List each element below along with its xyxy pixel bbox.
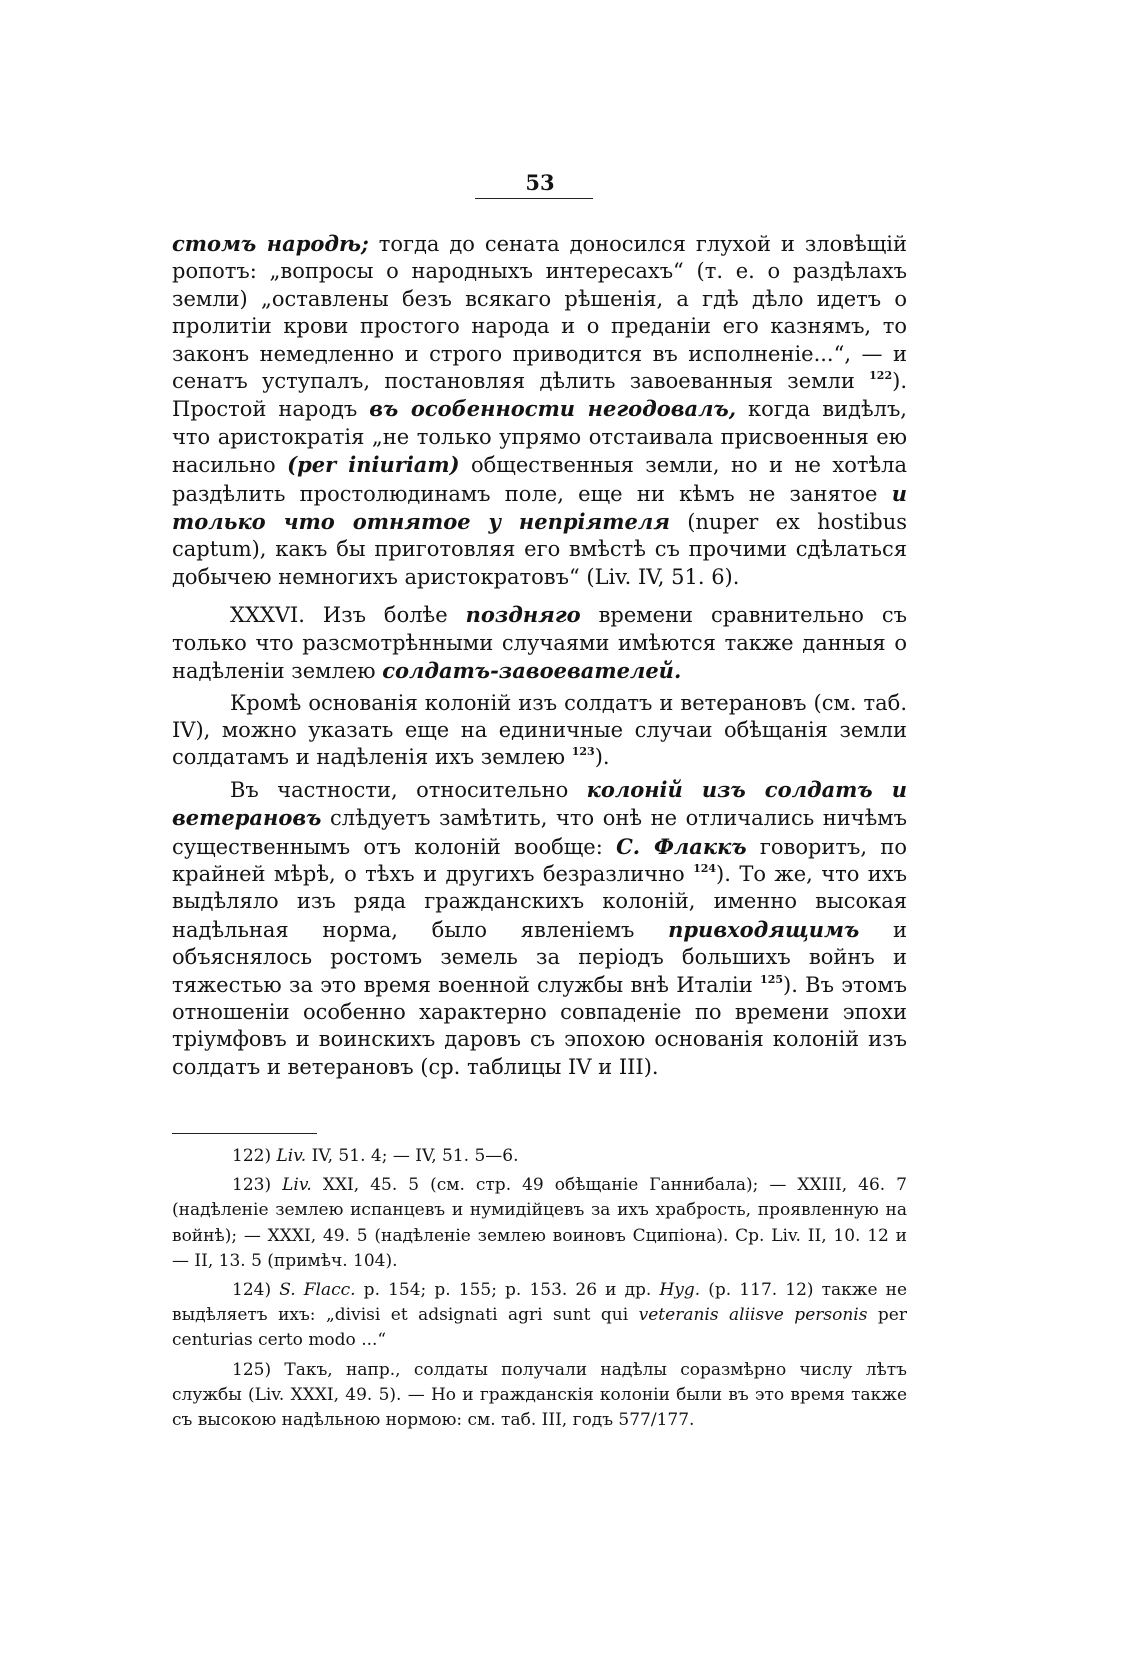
text-run: тогда до сената доносился глухой и зловѣщій ропотъ: „вопросы о народныхъ интересахъ“ (т. е. о раздѣлахъ земли) „оставлены безъ всякаго рѣшенія, а гдѣ дѣло идетъ о пролитіи крови простого народа и о преданіи его казнямъ, то законъ немедленно и строго приводится въ исполненіе...“, — и сенатъ уступалъ, постановляя дѣлить завоеванныя земли bbox=[172, 232, 907, 394]
footnote-ref: 122 bbox=[869, 369, 893, 383]
text-run: (p. 117. 12) также не выдѣляетъ ихъ: „divisi et adsignati agri sunt qui bbox=[172, 1280, 908, 1326]
footnote bbox=[172, 1278, 907, 1354]
text-run: Въ частности, относительно bbox=[230, 777, 587, 802]
italic-emphasis: Hyg. bbox=[659, 1280, 701, 1301]
italic-emphasis: поздняго bbox=[465, 602, 581, 628]
italic-emphasis: Liv. bbox=[282, 1175, 312, 1196]
italic-emphasis: (per iniuriam) bbox=[287, 452, 460, 478]
text-run: per centurias certo modo ...“ bbox=[172, 1305, 907, 1351]
text-run: (nuper ex hostibus captum), какъ бы приготовляя его вмѣстѣ съ прочими сдѣлаться добычею немногихъ аристократовъ“ (Liv. IV, 51. 6). bbox=[172, 510, 908, 589]
footnote-ref: 123 bbox=[571, 745, 595, 759]
paragraph bbox=[172, 776, 907, 1081]
text-run: когда видѣлъ, что аристократія „не только упрямо отстаивала присвоенныя ею насильно bbox=[172, 397, 907, 478]
text-run: 122) bbox=[232, 1146, 277, 1166]
italic-emphasis: колоній изъ солдатъ и ветерановъ bbox=[172, 776, 907, 831]
italic-emphasis: въ особенности негодовалъ, bbox=[369, 396, 737, 422]
footnote bbox=[172, 1173, 907, 1274]
italic-emphasis: С. Флаккъ bbox=[616, 833, 747, 859]
text-run: XXXVI. Изъ болѣе bbox=[230, 603, 466, 628]
text-run: XXI, 45. 5 (см. стр. 49 обѣщаніе Ганнибала); — XXIII, 46. 7 (надѣленіе землею испанцевъ и нумидійцевъ за ихъ храбрость, проявленную на войнѣ); — XXXI, 49. 5 (надѣленіе землею воиновъ Сципіона). Ср. Liv. II, 10. 12 и — II, 13. 5 (примѣч. 104). bbox=[172, 1175, 908, 1271]
italic-emphasis: veteranis aliisve personis bbox=[638, 1305, 868, 1326]
footnote bbox=[172, 1144, 907, 1169]
italic-emphasis: солдатъ-завоевателей. bbox=[382, 658, 682, 684]
paragraph bbox=[172, 230, 907, 591]
paragraph bbox=[172, 601, 907, 685]
text-run: ). Въ этомъ отношеніи особенно характерно совпаденіе по времени эпохи тріумфовъ и воинскихъ даровъ съ эпохою основанія колоній изъ солдатъ и ветерановъ (ср. таблицы IV и III). bbox=[172, 972, 907, 1079]
text-run: и объяснялось ростомъ земель за періодъ большихъ войнъ и тяжестью за это время военной службы внѣ Италіи bbox=[172, 917, 907, 997]
page-number: 53 bbox=[525, 170, 555, 195]
text-run: слѣдуетъ замѣтить, что онѣ не отличались ничѣмъ существеннымъ отъ колоній вообще: bbox=[172, 806, 907, 859]
text-run: 123) bbox=[232, 1175, 283, 1196]
page-number-rule bbox=[475, 198, 593, 199]
text-run: ). Простой народъ bbox=[172, 369, 907, 422]
text-run: Кромѣ основанія колоній изъ солдатъ и ветерановъ (см. таб. IV), можно указать еще на единичные случаи обѣщанія земли солдатамъ и надѣленія ихъ землею bbox=[172, 690, 907, 770]
footnote bbox=[172, 1358, 907, 1434]
paragraph bbox=[172, 690, 907, 772]
italic-emphasis: и только что отнятое у непріятеля bbox=[172, 480, 907, 535]
text-run: ). То же, что ихъ выдѣляло изъ ряда гражданскихъ колоній, именно высокая надѣльная норма, было явленіемъ bbox=[172, 861, 907, 942]
text-run: говоритъ, по крайней мѣрѣ, о тѣхъ и другихъ безразлично bbox=[172, 834, 907, 886]
text-run: общественныя земли, но и не хотѣла раздѣлить простолюдинамъ поле, еще ни кѣмъ не занятое bbox=[172, 453, 907, 506]
footnote-separator bbox=[172, 1133, 317, 1134]
text-run: 124) bbox=[232, 1280, 280, 1301]
footnote-ref: 125 bbox=[760, 972, 784, 986]
body-text bbox=[172, 230, 907, 1081]
footnote-ref: 124 bbox=[693, 861, 717, 875]
text-run: времени сравнительно съ только что разсмотрѣнными случаями имѣются также данныя о надѣленіи землею bbox=[172, 603, 907, 684]
italic-emphasis: Liv. bbox=[276, 1146, 307, 1166]
italic-emphasis: привходящимъ bbox=[668, 916, 860, 942]
italic-emphasis: стомъ народѣ; bbox=[172, 231, 369, 256]
text-run: ). bbox=[594, 745, 610, 770]
italic-emphasis: S. Flacc. bbox=[279, 1280, 356, 1301]
footnotes bbox=[172, 1144, 907, 1433]
text-run: p. 154; p. 155; p. 153. 26 и др. bbox=[355, 1280, 660, 1301]
text-run: IV, 51. 4; — IV, 51. 5—6. bbox=[306, 1146, 519, 1166]
text-run: 125) Такъ, напр., солдаты получали надѣлы соразмѣрно числу лѣтъ службы (Liv. XXXI, 49. 5). — Но и гражданскія колоніи были въ это время также съ высокою надѣльною нормою: см. таб. III, годъ 577/177. bbox=[172, 1359, 907, 1431]
